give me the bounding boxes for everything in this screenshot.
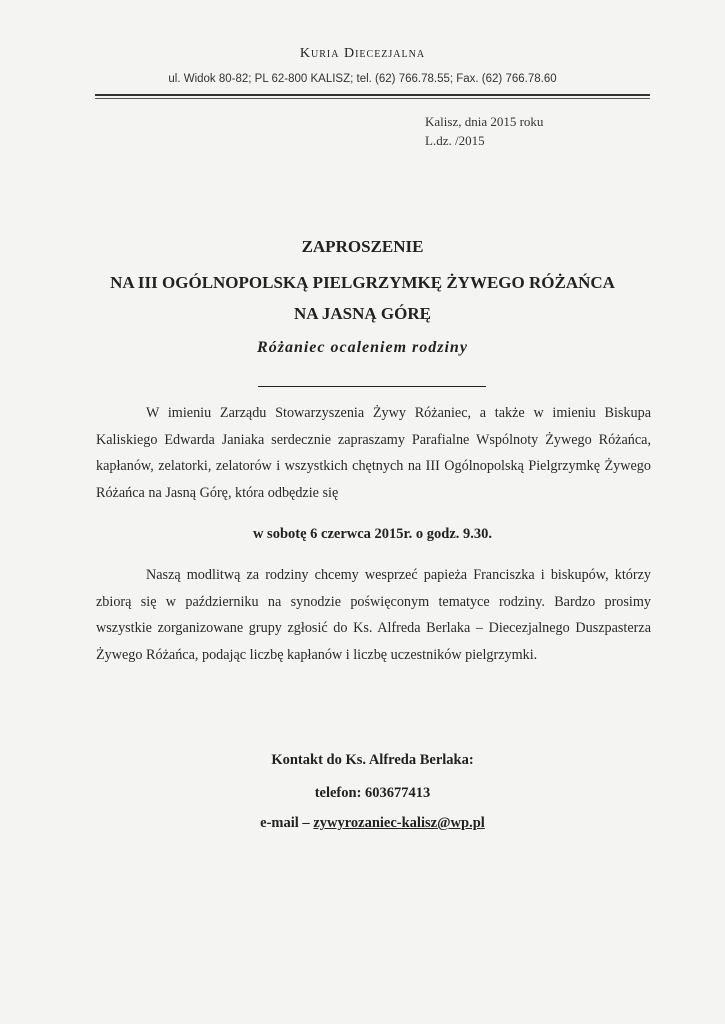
place-date-block [425, 112, 543, 150]
event-date: w sobotę 6 czerwca 2015r. o godz. 9.30. [252, 526, 493, 542]
header-address: ul. Widok 80-82; PL 62-800 KALISZ; tel. (62) 766.78.55; Fax. (62) 766.78.60 [168, 73, 557, 85]
place-date: Kalisz, dnia 2015 roku [425, 114, 544, 129]
title-separator [258, 386, 486, 387]
contact-email-label: e-mail – [260, 815, 314, 831]
contact-email-link[interactable]: zywyrozaniec-kalisz@wp.pl [313, 815, 485, 831]
reference-number: L.dz. /2015 [425, 133, 485, 148]
motto: Różaniec ocaleniem rodziny [257, 339, 468, 356]
header-divider [95, 94, 650, 96]
header-divider-thin [95, 98, 650, 99]
contact-heading: Kontakt do Ks. Alfreda Berlaka: [271, 752, 474, 768]
document-title: ZAPROSZENIE [301, 237, 424, 256]
document-subtitle-line2: NA JASNĄ GÓRĘ [294, 304, 431, 323]
document-subtitle-line1: NA III OGÓLNOPOLSKĄ PIELGRZYMKĘ ŻYWEGO RÓŻAŃCA [110, 273, 615, 292]
contact-phone: telefon: 603677413 [314, 785, 431, 801]
body-paragraph-2: Naszą modlitwą za rodziny chcemy wesprzeć papieża Franciszka i biskupów, którzy zbiorą się w październiku na synodzie poświęconym tematyce rodziny. Bardzo prosimy wszystkie zorganizowane grupy zgłosić do Ks. Alfreda Berlaka – Diecezjalnego Duszpasterza Żywego Różańca, podając liczbę kapłanów i liczbę uczestników pielgrzymki. [96, 567, 651, 663]
header-title: Kuria Diecezjalna [299, 46, 426, 61]
contact-email-line [0, 815, 725, 832]
body-paragraph-1: W imieniu Zarządu Stowarzyszenia Żywy Różaniec, a także w imieniu Biskupa Kaliskiego Edwarda Janiaka serdecznie zapraszamy Parafialne Wspólnoty Żywego Różańca, kapłanów, zelatorki, zelatorów i wszystkich chętnych na III Ogólnopolską Pielgrzymkę Żywego Różańca na Jasną Górę, która odbędzie się [96, 405, 651, 501]
